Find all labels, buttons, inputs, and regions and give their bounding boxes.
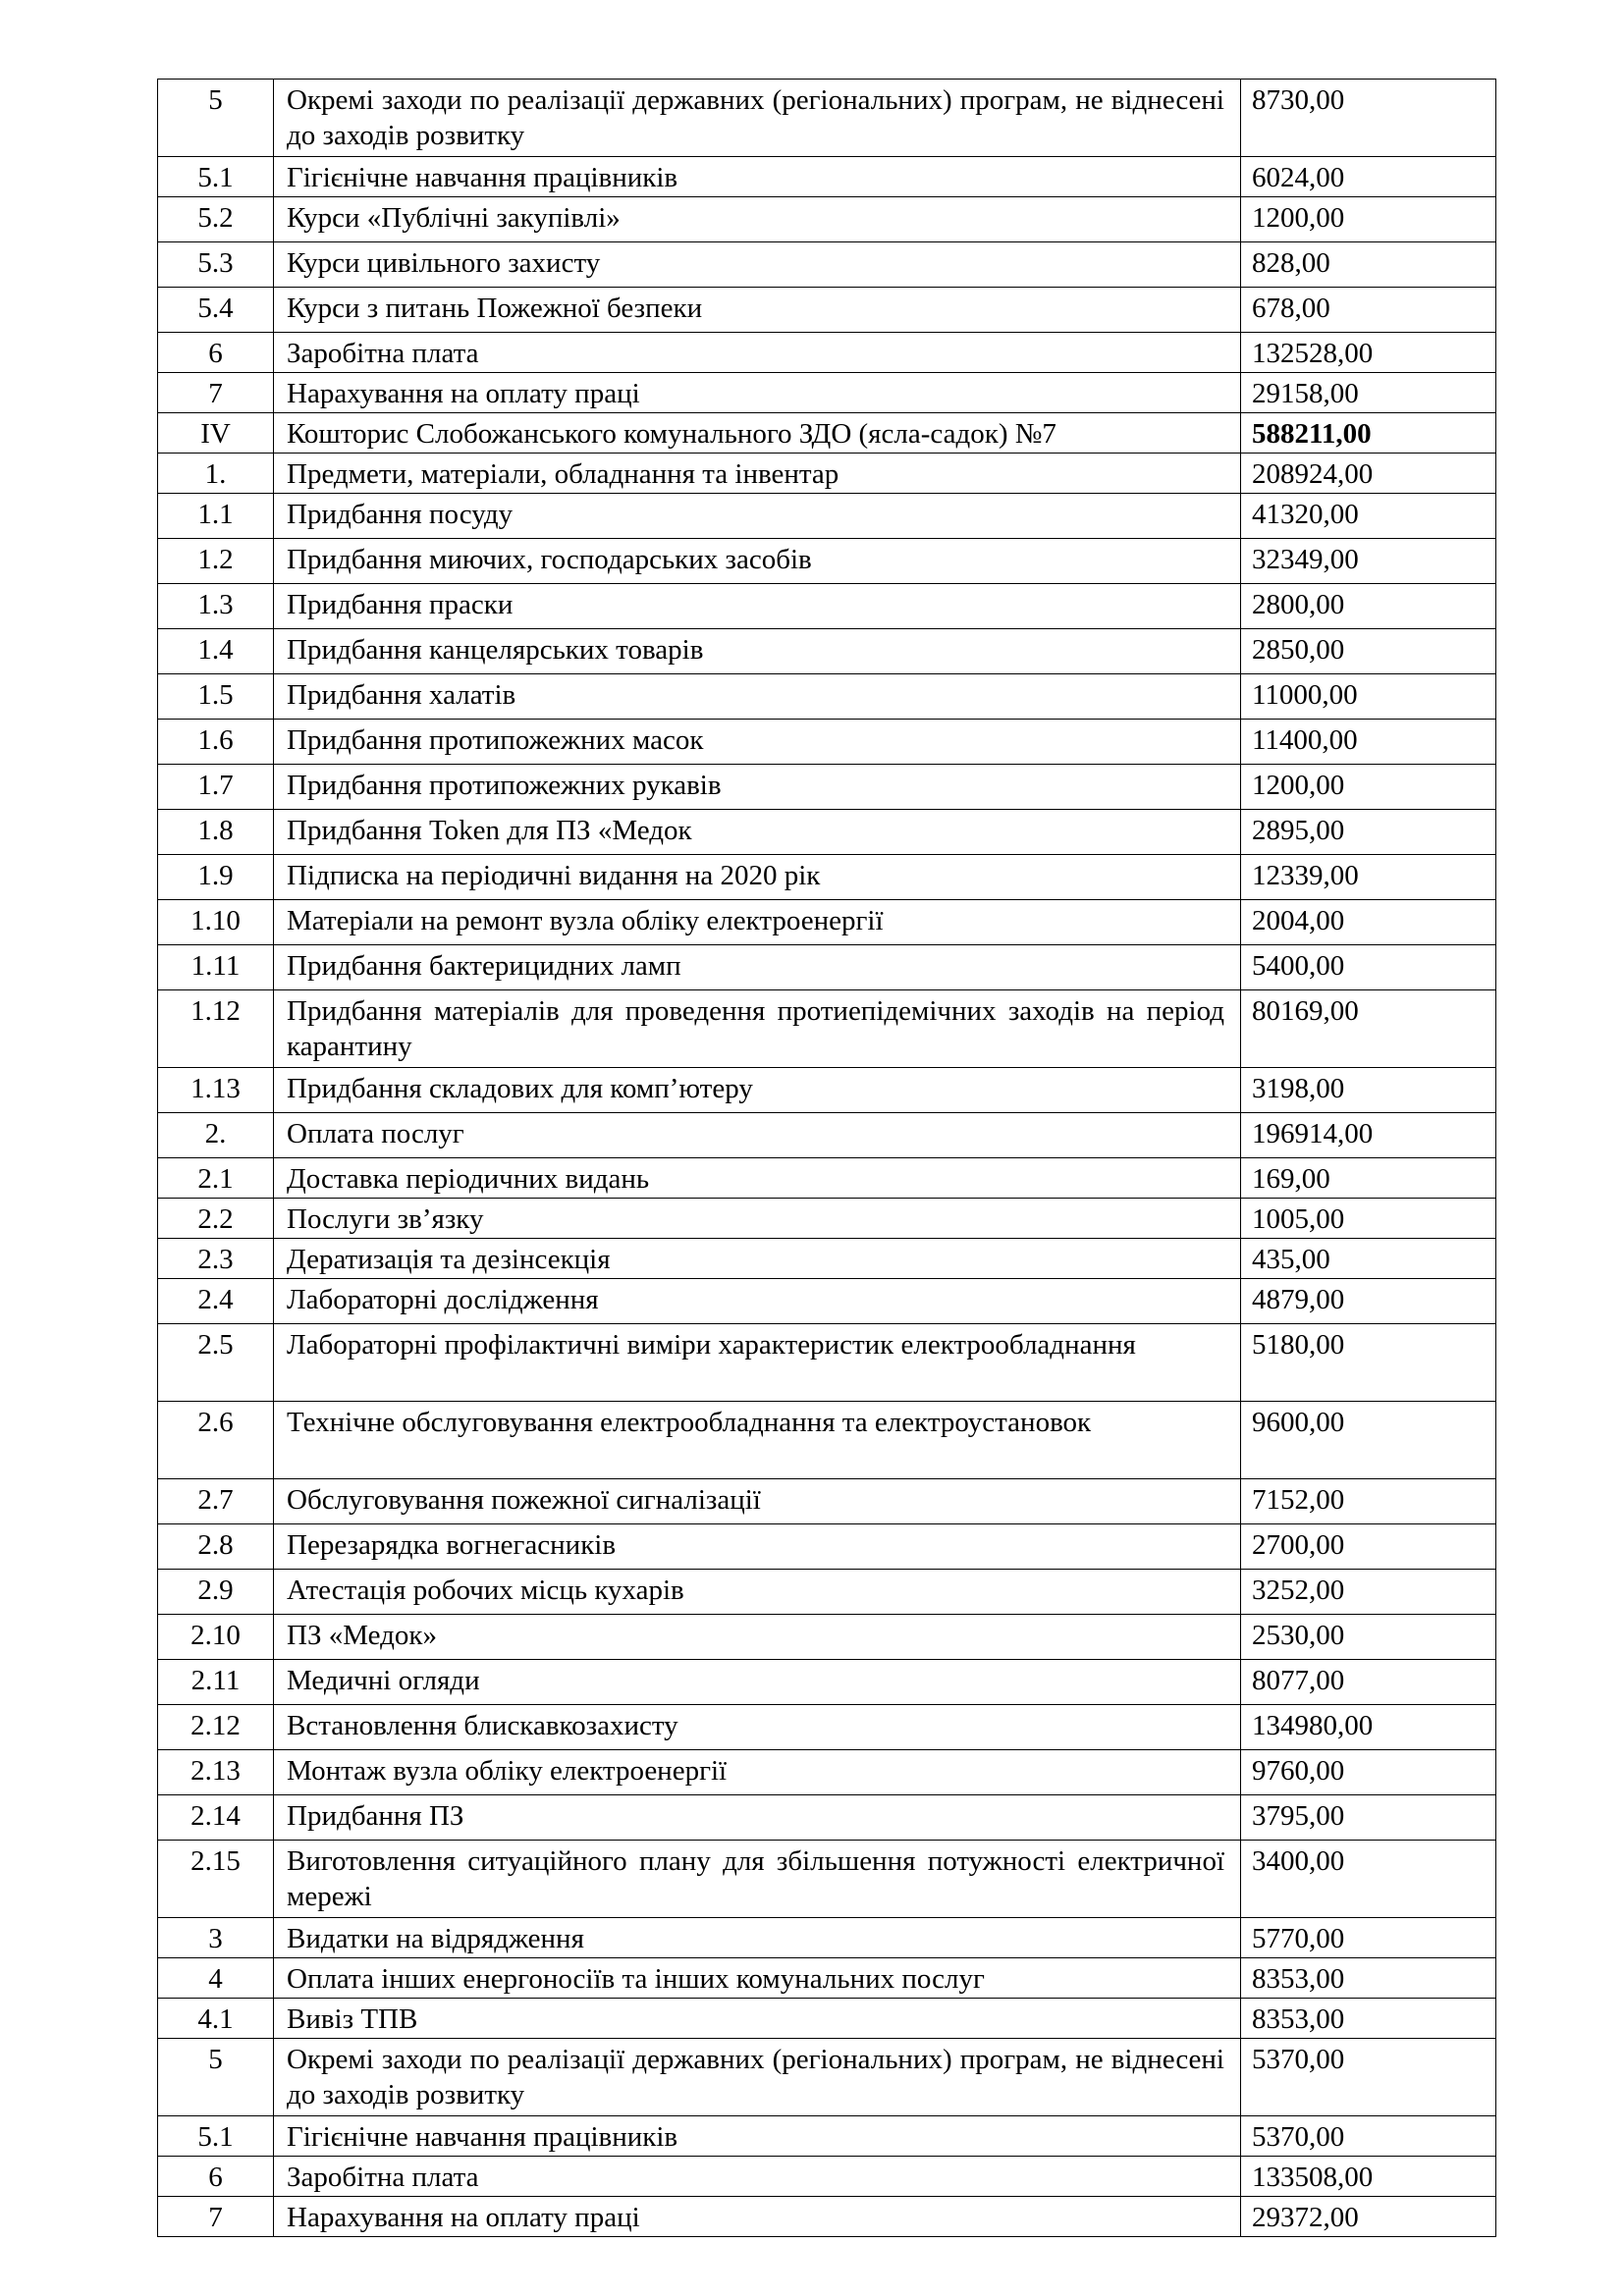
row-description: Гігієнічне навчання працівників	[274, 2116, 1241, 2157]
row-description: Курси цивільного захисту	[274, 242, 1241, 288]
table-row	[158, 288, 1496, 333]
row-number: 1.	[158, 454, 274, 494]
row-number: 1.4	[158, 629, 274, 674]
table-row	[158, 1479, 1496, 1524]
row-amount: 132528,00	[1241, 333, 1496, 373]
row-number: 1.6	[158, 720, 274, 765]
row-description: ПЗ «Медок»	[274, 1615, 1241, 1660]
table-row	[158, 1795, 1496, 1841]
row-amount: 3795,00	[1241, 1795, 1496, 1841]
row-description: Перезарядка вогнегасників	[274, 1524, 1241, 1570]
row-description: Видатки на відрядження	[274, 1918, 1241, 1958]
table-row	[158, 810, 1496, 855]
row-description: Придбання протипожежних масок	[274, 720, 1241, 765]
table-row	[158, 333, 1496, 373]
table-row	[158, 1239, 1496, 1279]
row-number: 2.2	[158, 1199, 274, 1239]
table-row	[158, 1750, 1496, 1795]
row-description: Курси з питань Пожежної безпеки	[274, 288, 1241, 333]
table-row	[158, 494, 1496, 539]
table-row	[158, 1068, 1496, 1113]
row-number: 5.3	[158, 242, 274, 288]
table-row	[158, 1158, 1496, 1199]
table-row	[158, 855, 1496, 900]
row-description: Заробітна плата	[274, 333, 1241, 373]
row-description: Окремі заходи по реалізації державних (регіональних) програм, не віднесені до заходів розвитку	[274, 80, 1241, 157]
row-description: Послуги зв’язку	[274, 1199, 1241, 1239]
row-number: 6	[158, 2157, 274, 2197]
table-row	[158, 454, 1496, 494]
row-number: 2.8	[158, 1524, 274, 1570]
table-row	[158, 674, 1496, 720]
row-description: Заробітна плата	[274, 2157, 1241, 2197]
table-row	[158, 2157, 1496, 2197]
row-description: Курси «Публічні закупівлі»	[274, 197, 1241, 242]
table-row	[158, 242, 1496, 288]
table-row	[158, 1615, 1496, 1660]
row-description: Атестація робочих місць кухарів	[274, 1570, 1241, 1615]
row-description: Доставка періодичних видань	[274, 1158, 1241, 1199]
row-amount: 11000,00	[1241, 674, 1496, 720]
row-description: Обслуговування пожежної сигналізації	[274, 1479, 1241, 1524]
row-amount: 2004,00	[1241, 900, 1496, 945]
table-row	[158, 945, 1496, 990]
table-row	[158, 1113, 1496, 1158]
row-number: 5	[158, 80, 274, 157]
row-number: 7	[158, 373, 274, 413]
row-amount: 12339,00	[1241, 855, 1496, 900]
row-description: Матеріали на ремонт вузла обліку електроенергії	[274, 900, 1241, 945]
table-row	[158, 1570, 1496, 1615]
row-number: 5.1	[158, 2116, 274, 2157]
row-description: Монтаж вузла обліку електроенергії	[274, 1750, 1241, 1795]
document-page	[157, 79, 1495, 2237]
row-amount: 8353,00	[1241, 1958, 1496, 1999]
row-description: Лабораторні профілактичні виміри характеристик електрообладнання	[274, 1324, 1241, 1402]
row-description: Придбання праски	[274, 584, 1241, 629]
row-amount: 2895,00	[1241, 810, 1496, 855]
table-row	[158, 990, 1496, 1068]
row-number: 4	[158, 1958, 274, 1999]
row-description: Вивіз ТПВ	[274, 1999, 1241, 2039]
row-number: 2.5	[158, 1324, 274, 1402]
row-number: 2.15	[158, 1841, 274, 1918]
row-amount: 588211,00	[1241, 413, 1496, 454]
row-description: Медичні огляди	[274, 1660, 1241, 1705]
row-amount: 8353,00	[1241, 1999, 1496, 2039]
row-amount: 5370,00	[1241, 2116, 1496, 2157]
row-number: 5.1	[158, 157, 274, 197]
row-number: 1.3	[158, 584, 274, 629]
row-amount: 7152,00	[1241, 1479, 1496, 1524]
table-row	[158, 373, 1496, 413]
table-row	[158, 1199, 1496, 1239]
row-number: 2.6	[158, 1402, 274, 1479]
table-row	[158, 720, 1496, 765]
row-description: Предмети, матеріали, обладнання та інвентар	[274, 454, 1241, 494]
row-amount: 1005,00	[1241, 1199, 1496, 1239]
table-row	[158, 1841, 1496, 1918]
row-description: Придбання канцелярських товарів	[274, 629, 1241, 674]
row-amount: 32349,00	[1241, 539, 1496, 584]
row-number: 1.1	[158, 494, 274, 539]
row-description: Окремі заходи по реалізації державних (регіональних) програм, не віднесені до заходів розвитку	[274, 2039, 1241, 2116]
row-number: 2.11	[158, 1660, 274, 1705]
row-amount: 9760,00	[1241, 1750, 1496, 1795]
table-row	[158, 1324, 1496, 1402]
row-description: Придбання складових для комп’ютеру	[274, 1068, 1241, 1113]
table-row	[158, 1918, 1496, 1958]
row-number: 2.10	[158, 1615, 274, 1660]
row-amount: 3400,00	[1241, 1841, 1496, 1918]
table-row	[158, 2197, 1496, 2237]
row-amount: 828,00	[1241, 242, 1496, 288]
row-amount: 5400,00	[1241, 945, 1496, 990]
row-amount: 29372,00	[1241, 2197, 1496, 2237]
row-amount: 2530,00	[1241, 1615, 1496, 1660]
row-description: Придбання ПЗ	[274, 1795, 1241, 1841]
row-number: 1.12	[158, 990, 274, 1068]
row-description: Кошторис Слобожанського комунального ЗДО (ясла-садок) №7	[274, 413, 1241, 454]
table-row	[158, 539, 1496, 584]
row-description: Придбання Token для ПЗ «Медок	[274, 810, 1241, 855]
table-row	[158, 1705, 1496, 1750]
row-number: 2.14	[158, 1795, 274, 1841]
row-number: 6	[158, 333, 274, 373]
row-amount: 8077,00	[1241, 1660, 1496, 1705]
row-amount: 5770,00	[1241, 1918, 1496, 1958]
table-row	[158, 1958, 1496, 1999]
row-number: 2.9	[158, 1570, 274, 1615]
budget-table-body	[158, 80, 1496, 2237]
table-row	[158, 80, 1496, 157]
row-amount: 134980,00	[1241, 1705, 1496, 1750]
table-row	[158, 629, 1496, 674]
row-description: Підписка на періодичні видання на 2020 рік	[274, 855, 1241, 900]
row-description: Нарахування на оплату праці	[274, 2197, 1241, 2237]
table-row	[158, 157, 1496, 197]
table-row	[158, 413, 1496, 454]
row-amount: 5370,00	[1241, 2039, 1496, 2116]
row-amount: 208924,00	[1241, 454, 1496, 494]
row-number: 1.9	[158, 855, 274, 900]
row-number: 3	[158, 1918, 274, 1958]
table-row	[158, 197, 1496, 242]
table-row	[158, 1279, 1496, 1324]
table-row	[158, 2116, 1496, 2157]
table-row	[158, 584, 1496, 629]
row-number: 2.4	[158, 1279, 274, 1324]
row-description: Дератизація та дезінсекція	[274, 1239, 1241, 1279]
row-amount: 6024,00	[1241, 157, 1496, 197]
row-number: 2.13	[158, 1750, 274, 1795]
table-row	[158, 765, 1496, 810]
row-description: Придбання халатів	[274, 674, 1241, 720]
row-number: 2.1	[158, 1158, 274, 1199]
row-description: Нарахування на оплату праці	[274, 373, 1241, 413]
row-number: 5	[158, 2039, 274, 2116]
table-row	[158, 1660, 1496, 1705]
row-number: 2.3	[158, 1239, 274, 1279]
row-number: 1.11	[158, 945, 274, 990]
row-amount: 133508,00	[1241, 2157, 1496, 2197]
row-amount: 9600,00	[1241, 1402, 1496, 1479]
row-number: 1.10	[158, 900, 274, 945]
row-number: 4.1	[158, 1999, 274, 2039]
row-amount: 1200,00	[1241, 765, 1496, 810]
row-number: 2.	[158, 1113, 274, 1158]
row-amount: 678,00	[1241, 288, 1496, 333]
row-number: 1.13	[158, 1068, 274, 1113]
row-number: 1.8	[158, 810, 274, 855]
row-amount: 29158,00	[1241, 373, 1496, 413]
row-amount: 3252,00	[1241, 1570, 1496, 1615]
row-number: IV	[158, 413, 274, 454]
row-description: Придбання бактерицидних ламп	[274, 945, 1241, 990]
row-amount: 2850,00	[1241, 629, 1496, 674]
row-amount: 1200,00	[1241, 197, 1496, 242]
row-description: Технічне обслуговування електрообладнання та електроустановок	[274, 1402, 1241, 1479]
row-description: Гігієнічне навчання працівників	[274, 157, 1241, 197]
row-description: Придбання посуду	[274, 494, 1241, 539]
row-number: 1.7	[158, 765, 274, 810]
row-amount: 2800,00	[1241, 584, 1496, 629]
table-row	[158, 900, 1496, 945]
row-number: 7	[158, 2197, 274, 2237]
row-description: Встановлення блискавкозахисту	[274, 1705, 1241, 1750]
row-number: 1.5	[158, 674, 274, 720]
row-amount: 435,00	[1241, 1239, 1496, 1279]
row-amount: 3198,00	[1241, 1068, 1496, 1113]
row-amount: 169,00	[1241, 1158, 1496, 1199]
table-row	[158, 1402, 1496, 1479]
table-row	[158, 1524, 1496, 1570]
row-amount: 196914,00	[1241, 1113, 1496, 1158]
row-description: Придбання миючих, господарських засобів	[274, 539, 1241, 584]
row-amount: 80169,00	[1241, 990, 1496, 1068]
row-amount: 2700,00	[1241, 1524, 1496, 1570]
row-description: Лабораторні дослідження	[274, 1279, 1241, 1324]
row-amount: 8730,00	[1241, 80, 1496, 157]
row-amount: 41320,00	[1241, 494, 1496, 539]
row-amount: 11400,00	[1241, 720, 1496, 765]
row-number: 5.4	[158, 288, 274, 333]
row-amount: 5180,00	[1241, 1324, 1496, 1402]
row-number: 2.7	[158, 1479, 274, 1524]
table-row	[158, 2039, 1496, 2116]
row-description: Оплата послуг	[274, 1113, 1241, 1158]
row-description: Оплата інших енергоносіїв та інших комунальних послуг	[274, 1958, 1241, 1999]
row-amount: 4879,00	[1241, 1279, 1496, 1324]
table-row	[158, 1999, 1496, 2039]
row-description: Придбання протипожежних рукавів	[274, 765, 1241, 810]
row-description: Виготовлення ситуаційного плану для збільшення потужності електричної мережі	[274, 1841, 1241, 1918]
row-number: 1.2	[158, 539, 274, 584]
row-number: 5.2	[158, 197, 274, 242]
budget-table	[157, 79, 1496, 2237]
row-number: 2.12	[158, 1705, 274, 1750]
row-description: Придбання матеріалів для проведення протиепідемічних заходів на період карантину	[274, 990, 1241, 1068]
